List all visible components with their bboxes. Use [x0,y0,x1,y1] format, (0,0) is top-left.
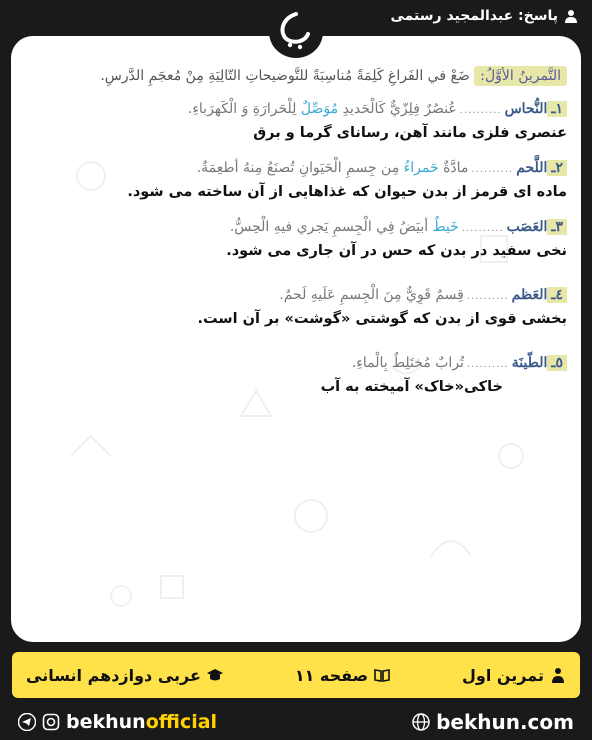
answer-label: پاسخ: عبدالمجید رستمی [390,8,558,24]
website-link[interactable] [412,710,574,734]
students-icon [550,667,566,683]
item-definition [230,219,459,235]
item-translation: خاکی«خاک» آمیخته به آب [320,379,503,395]
brand-name: bekhun [66,711,146,733]
social-handle[interactable] [18,711,217,733]
item-answer-word: اللَّحم [516,160,548,176]
exercise-instruction: ضَعْ في الفَراغِ كَلِمَةً مُناسِبَةً للتَّوضيحاتِ التّالِيَةِ مِنْ مُعجَمِ الدَّرسِ. [100,68,470,84]
item-translation: عنصری فلزی مانند آهن، رسانای گرما و برق [253,125,567,141]
globe-icon [412,713,430,731]
definition-highlight: مُوَصِّلٌ [300,101,339,117]
item-definition [188,101,457,117]
footer-book [26,666,223,685]
website-url: bekhun.com [436,710,574,734]
item-dots: .......... [466,359,509,370]
graduation-cap-icon [207,667,223,683]
item-answer-word: العَظم [511,287,548,303]
item-dots: .......... [466,291,509,302]
item-definition: قِسمٌ قَوِيٌّ مِنَ الْجِسمِ عَلَيهِ لَحمٌ. [279,287,464,303]
exercise-title: التَّمرينُ الأوَّلُ: [474,66,567,86]
footer-exercise-label: تمرین اول [462,665,544,685]
exercise-card [11,36,581,642]
item-translation: بخشی قوی از بدن که گوشتی «گوشت» بر آن است. [197,311,567,327]
item-definition [197,160,469,176]
item-answer-word: النُّحاس [504,101,548,117]
definition-highlight: خَيطٌ [432,219,459,235]
footer-page-label: صفحه ۱۱ [294,665,369,685]
definition-highlight: حَمراءُ [403,160,439,176]
exercise-item-4 [27,287,567,327]
definition-part: أبيَضُ فِي الْجِسمِ يَجري فيهِ الْحِسُّ. [229,219,429,235]
definition-part: مادَّةٌ [443,160,469,176]
item-definition: تُرابٌ مُختَلِطٌ بِالْماءِ. [351,355,464,371]
telegram-icon[interactable] [18,713,36,731]
item-dots: .......... [471,164,514,175]
footer-exercise [462,666,566,685]
exercise-item-2 [27,160,567,200]
item-dots: .......... [459,105,502,116]
definition-part: عُنصُرٌ فِلِزّيٌّ كَالْحَديدِ [342,101,457,117]
instagram-icon[interactable] [42,713,60,731]
exercise-item-1 [27,101,567,141]
item-number: ١ـ [547,101,567,117]
logo-mark [274,12,318,52]
item-answer-word: الطّينَة [511,355,548,371]
item-translation: نخی سفید در بدن که حس در آن جاری می شود. [226,243,567,259]
exercise-item-3 [27,219,567,259]
logo [269,6,323,58]
exercise-heading [100,68,567,84]
footer-page [295,666,390,685]
definition-part: مِن جِسمِ الْحَيَوانِ تُصنَعُ مِنهُ أطعِمَةٌ. [196,160,400,176]
item-number: ٥ـ [547,355,567,371]
exercise-item-5 [27,355,567,395]
item-dots: .......... [461,223,504,234]
user-icon [564,9,578,23]
bottom-branding-bar [0,704,592,740]
brand-suffix: official [145,711,218,733]
footer-info-bar [12,652,580,698]
item-number: ٣ـ [547,219,567,235]
definition-part: لِلْحَرارَةِ وَ الْكَهرَباءِ. [187,101,297,117]
item-translation: ماده ای قرمز از بدن حیوان که غذاهایی از آن ساخته می شود. [127,184,567,200]
footer-book-label: عربی دوازدهم انسانی [26,665,201,685]
item-answer-word: العَصَب [506,219,548,235]
open-book-icon [374,667,390,683]
answer-author [390,8,578,24]
item-number: ٤ـ [547,287,567,303]
item-number: ٢ـ [547,160,567,176]
